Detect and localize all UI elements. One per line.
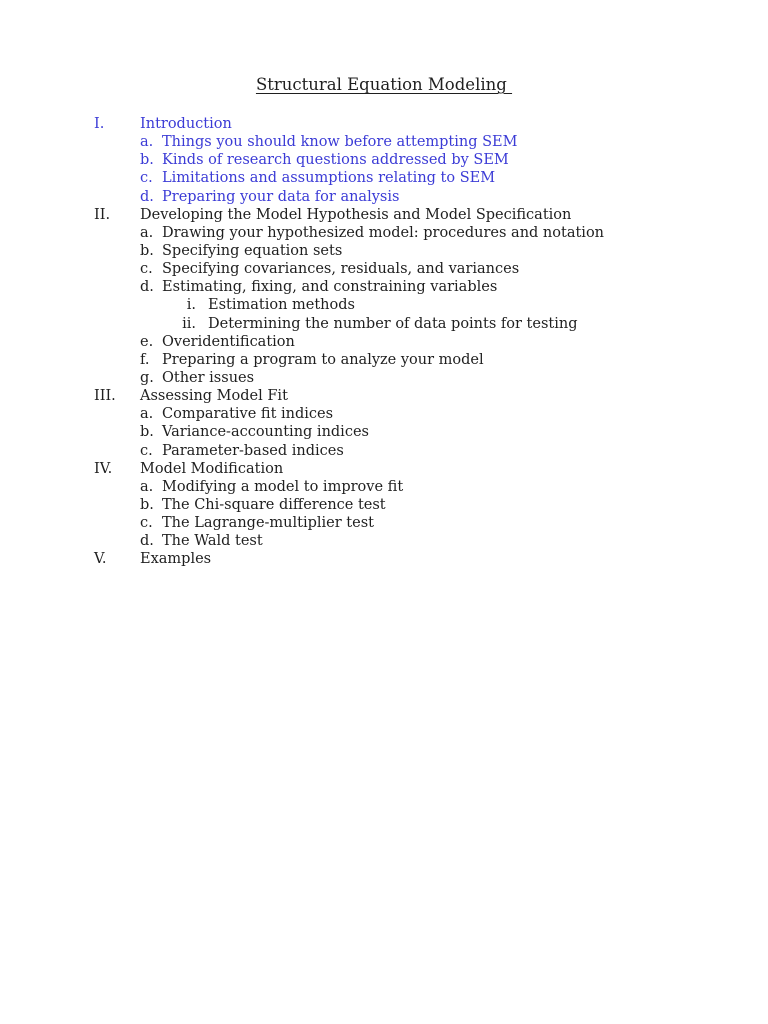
outline-item-level-2 xyxy=(0,514,768,532)
outline-item-marker: b. xyxy=(140,242,154,259)
outline-item-level-2 xyxy=(0,442,768,460)
outline-item-text: Estimation methods xyxy=(208,297,355,314)
outline-item-marker: b. xyxy=(140,152,154,169)
outline-item-marker: ii. xyxy=(182,315,196,332)
outline-item-text: The Wald test xyxy=(162,533,263,550)
outline-item-text: Overidentification xyxy=(162,333,295,350)
outline-item-level-2 xyxy=(0,478,768,496)
outline-item-level-2 xyxy=(0,133,768,151)
outline-item-level-2 xyxy=(0,151,768,169)
outline-item-text: Introduction xyxy=(140,116,232,132)
outline-item-level-2 xyxy=(0,333,768,351)
outline-item-level-3 xyxy=(0,296,768,314)
outline-item-text: Assessing Model Fit xyxy=(140,388,288,405)
outline-item-level-2 xyxy=(0,423,768,441)
outline-item-level-2 xyxy=(0,169,768,187)
outline-item-text: Specifying equation sets xyxy=(162,242,343,259)
outline-item-level-3 xyxy=(0,315,768,333)
outline-item-level-1 xyxy=(0,387,768,405)
outline-item-marker: d. xyxy=(140,533,154,550)
outline-item-marker: g. xyxy=(140,369,154,386)
outline-item-level-2 xyxy=(0,405,768,423)
outline-item-level-2 xyxy=(0,242,768,260)
outline-item-text: The Lagrange-multiplier test xyxy=(162,515,374,532)
outline-item-text: Determining the number of data points for testing xyxy=(208,315,578,332)
outline-item-text: Specifying covariances, residuals, and variances xyxy=(162,261,520,278)
outline-item-marker: a. xyxy=(140,478,154,495)
outline-item-text: Developing the Model Hypothesis and Model Specification xyxy=(140,206,572,223)
outline-item-marker: b. xyxy=(140,424,154,441)
outline-item-text: Comparative fit indices xyxy=(162,406,334,423)
outline-item-text: Examples xyxy=(140,551,212,568)
outline-item-marker: III. xyxy=(94,388,116,405)
outline-item-marker: a. xyxy=(140,224,154,241)
outline-item-level-2 xyxy=(0,532,768,550)
outline-item-text: Other issues xyxy=(162,369,255,386)
outline-item-level-2 xyxy=(0,369,768,387)
outline-item-text: Modifying a model to improve fit xyxy=(162,478,404,495)
outline-item-marker: e. xyxy=(140,333,154,350)
outline-item-text: Preparing your data for analysis xyxy=(162,188,400,205)
outline-item-marker: a. xyxy=(140,134,154,151)
outline-item-text: Variance-accounting indices xyxy=(162,424,369,441)
outline-item-level-2 xyxy=(0,260,768,278)
outline-item-text: Kinds of research questions addressed by SEM xyxy=(162,152,509,169)
outline-item-text: Parameter-based indices xyxy=(162,442,344,459)
outline-item-level-1 xyxy=(0,550,768,568)
outline-item-marker: b. xyxy=(140,496,154,513)
outline-item-level-2 xyxy=(0,351,768,369)
outline-item-level-1 xyxy=(0,115,768,133)
outline-list xyxy=(0,115,768,569)
outline-item-level-1 xyxy=(0,206,768,224)
outline-item-marker: f. xyxy=(140,351,150,368)
outline-item-text: Things you should know before attempting SEM xyxy=(162,134,518,151)
document-title xyxy=(0,74,768,96)
outline-item-level-2 xyxy=(0,224,768,242)
outline-item-marker: IV. xyxy=(94,460,113,477)
outline-item-marker: c. xyxy=(140,261,153,278)
outline-item-marker: d. xyxy=(140,279,154,296)
outline-item-text: Limitations and assumptions relating to SEM xyxy=(162,170,496,187)
outline-item-level-2 xyxy=(0,496,768,514)
document-title-text: Structural Equation Modeling xyxy=(255,75,513,94)
outline-item-marker: c. xyxy=(140,442,153,459)
outline-item-level-2 xyxy=(0,188,768,206)
outline-item-text: Preparing a program to analyze your model xyxy=(162,351,484,368)
outline-item-marker: V. xyxy=(94,551,107,568)
outline-item-level-1 xyxy=(0,460,768,478)
outline-item-marker: a. xyxy=(140,406,154,423)
outline-item-level-2 xyxy=(0,278,768,296)
outline-item-marker: c. xyxy=(140,170,153,187)
outline-item-text: Model Modification xyxy=(140,460,284,477)
outline-item-marker: c. xyxy=(140,515,153,532)
outline-item-text: Estimating, fixing, and constraining variables xyxy=(162,279,498,296)
outline-item-marker: II. xyxy=(94,206,111,223)
outline-item-text: The Chi-square difference test xyxy=(162,496,386,513)
outline-item-marker: d. xyxy=(140,188,154,205)
outline-item-marker: i. xyxy=(186,297,196,314)
outline-item-marker: I. xyxy=(94,116,105,132)
outline-item-text: Drawing your hypothesized model: procedures and notation xyxy=(162,224,605,241)
